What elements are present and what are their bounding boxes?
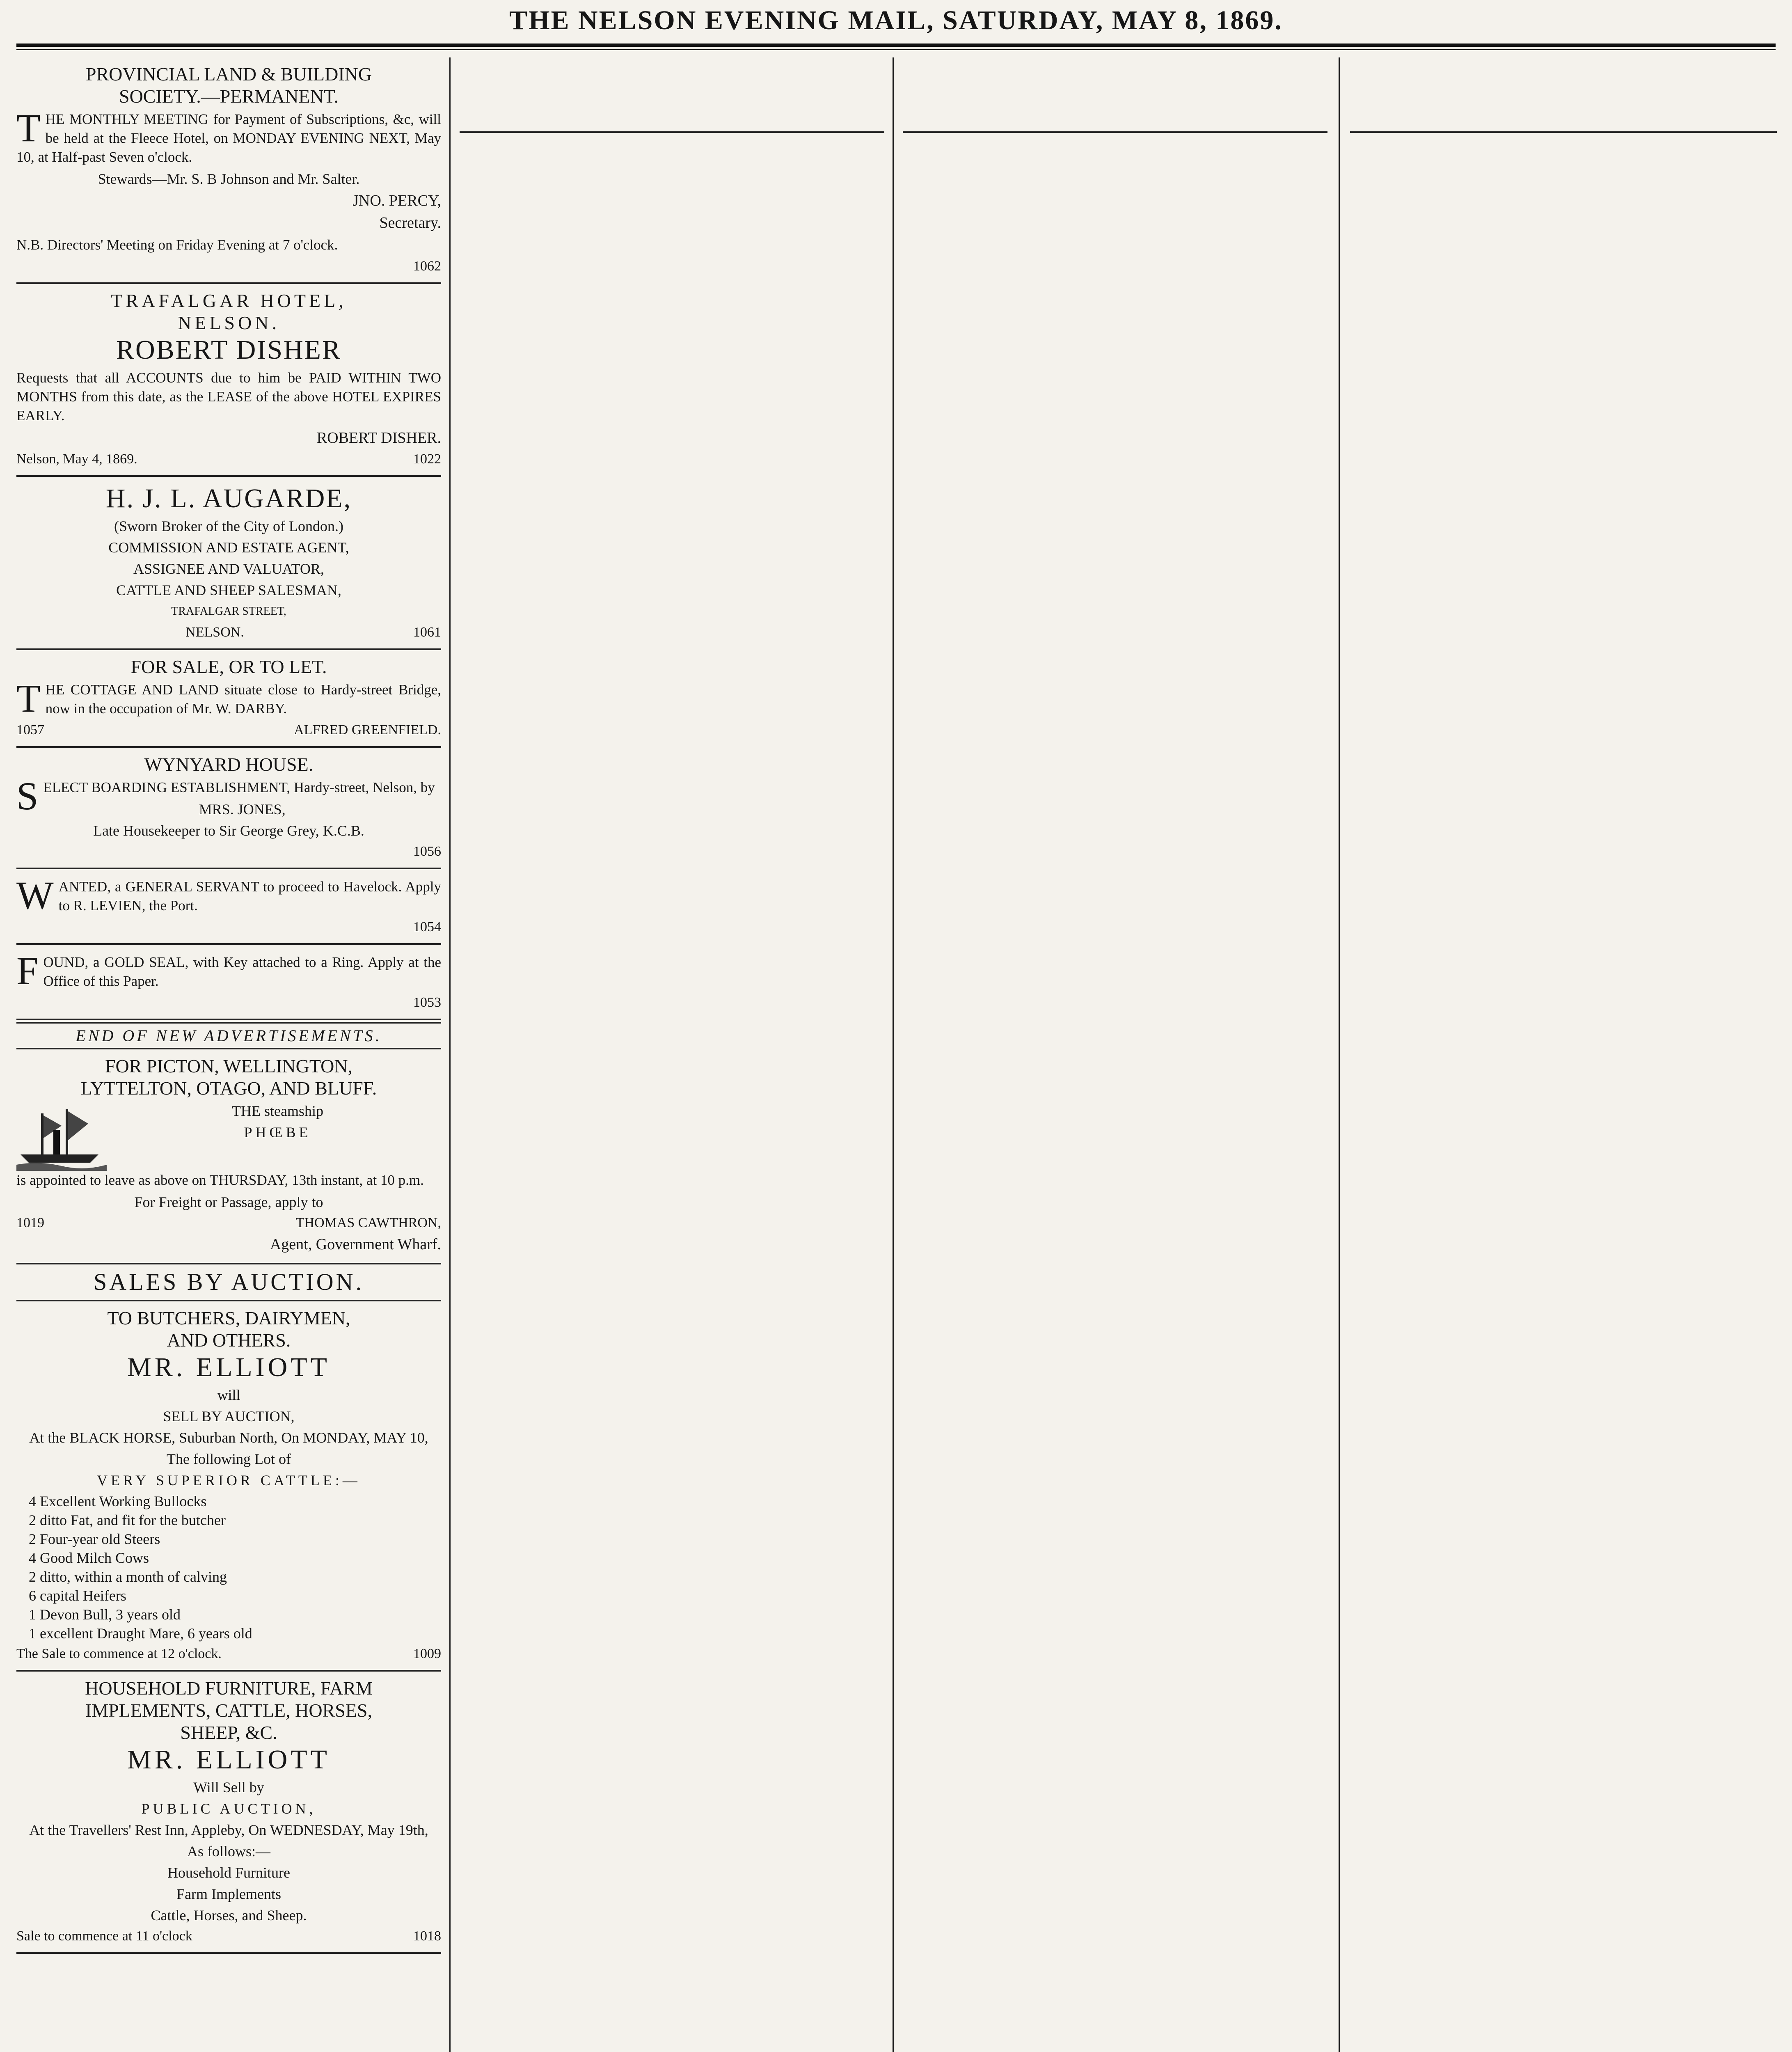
ad-butchers-cattle	[16, 1301, 441, 1672]
ad-text: Sale to commence at 11 o'clock	[16, 1928, 192, 1944]
masthead-rule-thin	[16, 49, 1776, 50]
ad-text: PUBLIC AUCTION,	[141, 1800, 316, 1817]
list-item: 6 capital Heifers	[29, 1587, 126, 1604]
ad-signature: THOMAS CAWTHRON,	[295, 1215, 441, 1230]
ad-text: HE COTTAGE AND LAND situate close to Hardy-street Bridge, now in the occupation of Mr. W. DARBY.	[45, 682, 441, 717]
ad-heading: NELSON.	[178, 312, 280, 333]
ad-heading: IMPLEMENTS, CATTLE, HORSES,	[85, 1700, 372, 1721]
ad-trafalgar-hotel	[16, 284, 441, 477]
ad-footer	[16, 450, 441, 469]
ad-signature: ROBERT DISHER.	[316, 429, 441, 447]
drop-cap: S	[16, 774, 39, 818]
ad-footer	[16, 993, 441, 1012]
ad-text: CATTLE AND SHEEP SALESMAN,	[116, 582, 341, 598]
ad-picton-steamship	[16, 1049, 441, 1264]
ad-text: ANTED, a GENERAL SERVANT to proceed to Havelock. Apply to R. LEVIEN, the Port.	[58, 879, 441, 914]
ad-number: 1054	[413, 919, 441, 934]
drop-cap: W	[16, 873, 54, 917]
ad-text: SELL BY AUCTION,	[163, 1408, 295, 1424]
ad-text: TRAFALGAR STREET,	[171, 605, 286, 618]
ad-name: MR. ELLIOTT	[127, 1352, 330, 1382]
ad-footer	[16, 1644, 441, 1663]
ad-number: 1022	[413, 451, 441, 467]
column-1	[16, 57, 441, 2052]
ad-name: MR. ELLIOTT	[127, 1745, 330, 1775]
ad-body	[16, 106, 441, 167]
ad-number: 1019	[16, 1215, 44, 1230]
ad-provincial-society	[16, 57, 441, 284]
unreconstructed-block	[460, 57, 884, 133]
ad-wanted-servant	[16, 869, 441, 945]
ad-text: ASSIGNEE AND VALUATOR,	[133, 561, 325, 577]
ad-text: (Sworn Broker of the City of London.)	[114, 518, 343, 534]
ad-heading: FOR SALE, OR TO LET.	[130, 656, 327, 677]
ad-text: The following Lot of	[167, 1451, 291, 1467]
ad-body	[16, 873, 441, 917]
ad-date: Nelson, May 4, 1869.	[16, 451, 137, 467]
unreconstructed-block	[903, 57, 1327, 133]
list-item: 1 excellent Draught Mare, 6 years old	[29, 1625, 252, 1642]
list-item: Farm Implements	[176, 1886, 281, 1902]
ad-body	[16, 236, 441, 254]
ad-number: 1009	[413, 1646, 441, 1661]
list-item: 4 Good Milch Cows	[29, 1550, 149, 1566]
ad-signature-role: Agent, Government Wharf.	[270, 1236, 441, 1253]
ad-text: COMMISSION AND ESTATE AGENT,	[108, 539, 349, 556]
ad-text: THE steamship	[232, 1103, 323, 1119]
ad-text: NELSON.	[185, 625, 244, 640]
end-new-advertisements: END OF NEW ADVERTISEMENTS.	[16, 1022, 441, 1049]
column-rule	[893, 57, 894, 2052]
ad-text: ELECT BOARDING ESTABLISHMENT, Hardy-street, Nelson, by	[43, 779, 435, 795]
ad-name: ROBERT DISHER	[116, 335, 342, 365]
ad-heading: PROVINCIAL LAND & BUILDING	[85, 64, 372, 85]
ad-heading: HOUSEHOLD FURNITURE, FARM	[85, 1678, 373, 1699]
steamship-icon	[16, 1101, 107, 1171]
ad-number: 1053	[413, 995, 441, 1010]
drop-cap: F	[16, 949, 39, 993]
ad-heading: WYNYARD HOUSE.	[144, 754, 314, 775]
ad-text: Late Housekeeper to Sir George Grey, K.C.B.	[93, 822, 364, 839]
ad-text: Will Sell by	[193, 1779, 264, 1796]
ad-footer	[16, 1214, 441, 1232]
ad-heading: SOCIETY.—PERMANENT.	[119, 86, 339, 107]
ad-number: 1061	[413, 625, 441, 640]
section-header-sales: SALES BY AUCTION.	[16, 1264, 441, 1301]
ad-signature: ALFRED GREENFIELD.	[294, 722, 441, 737]
ad-footer	[16, 257, 441, 276]
ad-wynyard-house	[16, 748, 441, 869]
ad-text: Stewards—Mr. S. B Johnson and Mr. Salter.	[98, 171, 360, 187]
ad-text: VERY SUPERIOR CATTLE:—	[97, 1472, 361, 1489]
ad-body	[16, 676, 441, 720]
column-rule	[1339, 57, 1340, 2052]
ad-text: At the Travellers' Rest Inn, Appleby, On WEDNESDAY, May 19th,	[29, 1822, 428, 1838]
ad-text: OUND, a GOLD SEAL, with Key attached to a Ring. Apply at the Office of this Paper.	[43, 954, 441, 989]
ad-text: As follows:—	[187, 1843, 270, 1860]
ad-heading: TO BUTCHERS, DAIRYMEN,	[107, 1308, 350, 1328]
ad-heading: LYTTELTON, OTAGO, AND BLUFF.	[80, 1078, 377, 1099]
ad-heading: AND OTHERS.	[167, 1330, 291, 1351]
cattle-list	[29, 1492, 441, 1643]
ad-body	[16, 949, 441, 993]
ad-footer	[16, 1927, 441, 1946]
ad-signature-role: Secretary.	[379, 214, 441, 231]
ad-number: 1056	[413, 844, 441, 859]
ad-heading: FOR PICTON, WELLINGTON,	[105, 1056, 353, 1076]
ad-text: N.B. Directors' Meeting on Friday Evening at 7 o'clock.	[16, 237, 338, 253]
ad-household-furniture	[16, 1672, 441, 1954]
list-item: 2 Four-year old Steers	[29, 1531, 160, 1547]
ad-number: 1018	[413, 1928, 441, 1944]
column-3	[903, 57, 1327, 2052]
list-item: 4 Excellent Working Bullocks	[29, 1493, 207, 1509]
ad-heading: TRAFALGAR HOTEL,	[111, 290, 347, 311]
ad-name: H. J. L. AUGARDE,	[105, 483, 352, 513]
list-item: 1 Devon Bull, 3 years old	[29, 1606, 181, 1623]
ad-number: 1062	[413, 259, 441, 274]
ad-text: For Freight or Passage, apply to	[134, 1194, 323, 1210]
column-4	[1350, 57, 1777, 2052]
masthead-rule	[16, 44, 1776, 47]
ad-number: 1057	[16, 722, 44, 737]
ad-body: is appointed to leave as above on THURSDAY, 13th instant, at 10 p.m.	[16, 1172, 424, 1188]
ad-text: The Sale to commence at 12 o'clock.	[16, 1646, 222, 1661]
ad-for-sale-cottage	[16, 650, 441, 748]
column-rule	[449, 57, 451, 2052]
list-item: Household Furniture	[167, 1864, 290, 1881]
list-item: 2 ditto Fat, and fit for the butcher	[29, 1512, 226, 1528]
ad-augarde	[16, 477, 441, 650]
unreconstructed-block	[1350, 57, 1777, 133]
drop-cap: T	[16, 106, 41, 150]
ad-found-seal	[16, 945, 441, 1020]
list-item: 2 ditto, within a month of calving	[29, 1569, 227, 1585]
ad-text: MRS. JONES,	[199, 801, 286, 818]
ad-footer	[16, 918, 441, 937]
ad-text: At the BLACK HORSE, Suburban North, On MONDAY, MAY 10,	[29, 1429, 428, 1446]
ad-heading: SHEEP, &C.	[180, 1722, 277, 1743]
ad-footer	[16, 721, 441, 740]
ad-signature: JNO. PERCY,	[352, 192, 441, 209]
ad-footer	[16, 842, 441, 861]
ad-text: will	[217, 1387, 240, 1403]
ad-ship-name: PHŒBE	[244, 1124, 311, 1141]
drop-cap: T	[16, 676, 41, 720]
ad-body: Requests that all ACCOUNTS due to him be PAID WITHIN TWO MONTHS from this date, as the LEASE of the above HOTEL EXPIRES EARLY.	[16, 370, 441, 424]
ad-text: HE MONTHLY MEETING for Payment of Subscriptions, &c, will be held at the Fleece Hotel, on MONDAY EVENING NEXT, May 10, at Half-past Seven o'clock.	[16, 111, 441, 165]
masthead-title: THE NELSON EVENING MAIL, SATURDAY, MAY 8, 1869.	[509, 5, 1283, 35]
masthead	[0, 0, 1792, 49]
ad-footer	[16, 623, 441, 642]
column-2	[460, 57, 884, 2052]
list-item: Cattle, Horses, and Sheep.	[151, 1907, 307, 1924]
